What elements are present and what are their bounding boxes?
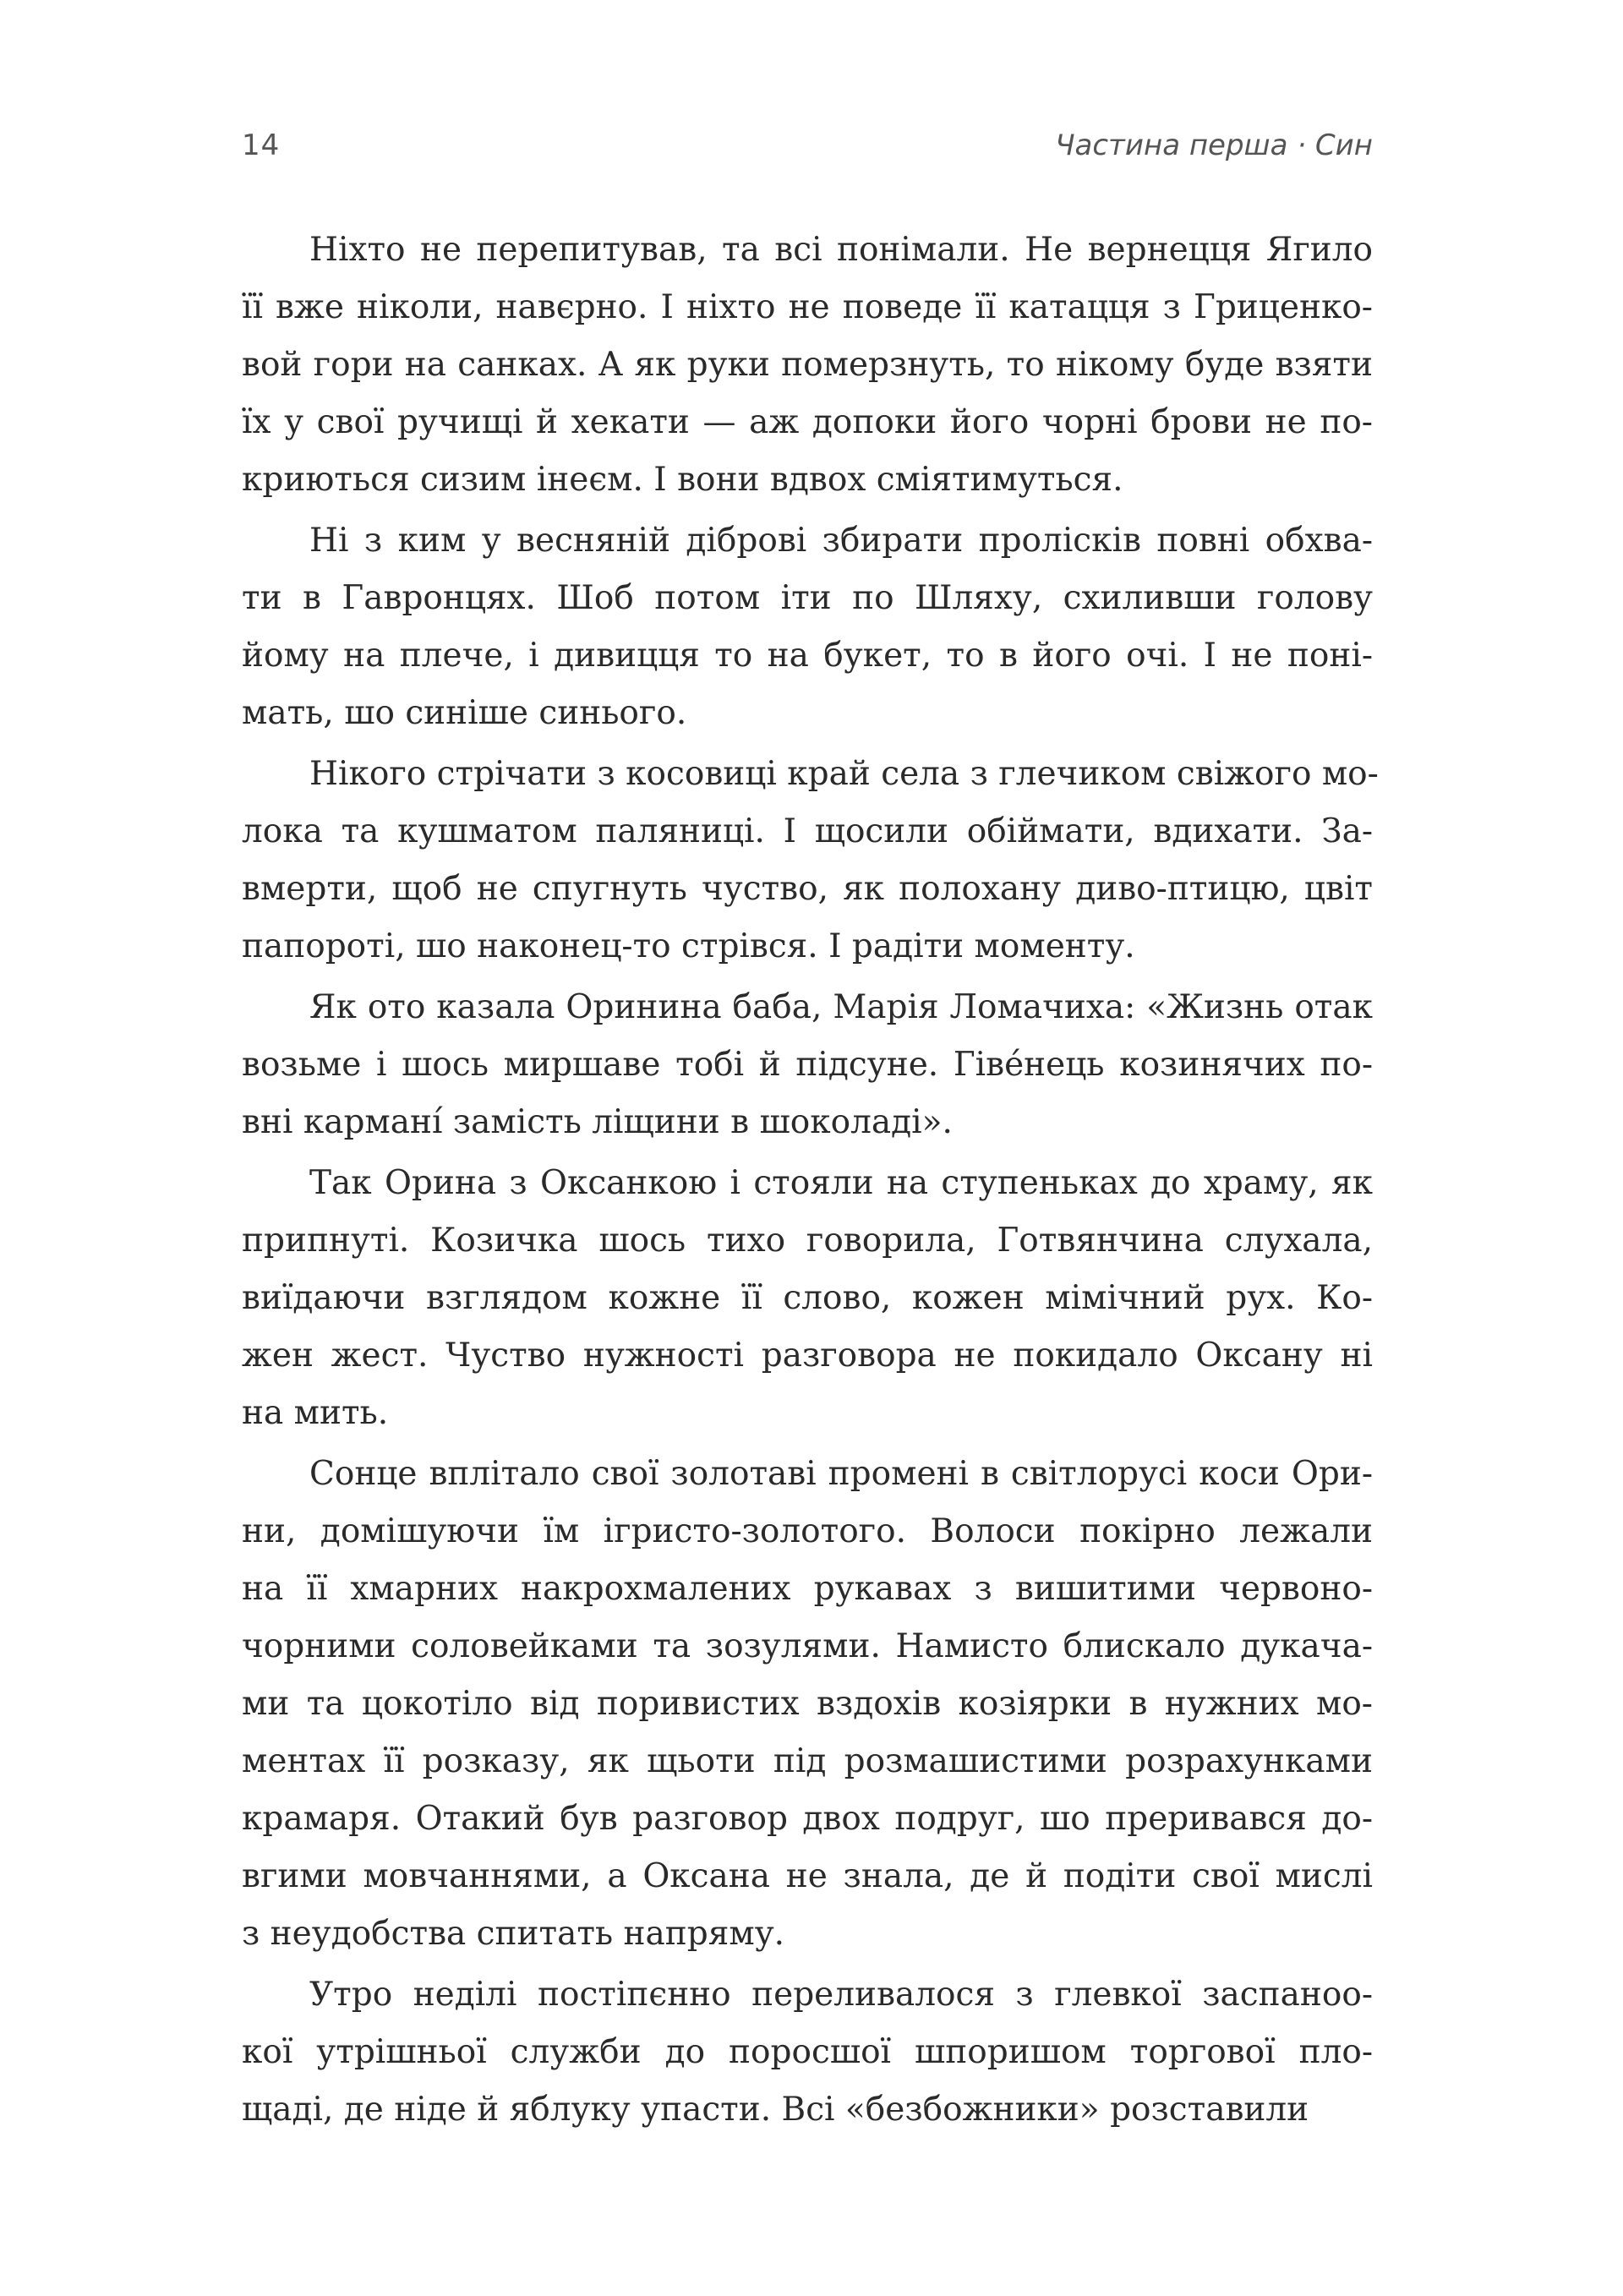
text-line: лока та кушматом паляниці. І щосили обіймати, вдихати. За- [242,812,1373,850]
paragraph [242,746,1379,976]
text-line: Нікого стрічати з косовиці край села з глечиком свіжого мо- [309,755,1379,793]
text-line: Ніхто не перепитував, та всі понімали. Не вернецця Ягило [309,231,1373,269]
text-line: папороті, шо наконец-то стрівся. І радіти моменту. [242,927,1135,965]
text-line: ни, домішуючи їм ігристо-золотого. Волоси покірно лежали [242,1512,1373,1550]
text-line: на мить. [242,1394,389,1432]
text-line: їх у свої ручищі й хекати — аж допоки його чорні брови не по- [242,403,1373,441]
text-line: вгими мовчаннями, а Оксана не знала, де й подіти свої мислі [242,1857,1373,1895]
text-line: ментах її розказу, як щьоти під розмашистими розрахунками [242,1742,1373,1780]
text-line: Сонце вплітало свої золотаві промені в світлорусі коси Ори- [309,1455,1373,1493]
text-line: виїдаючи взглядом кожне її слово, кожен мімічний рух. Ко- [242,1279,1373,1317]
text-line: Ні з ким у весняній діброві збирати пролісків повні обхва- [309,522,1373,560]
text-line: Утро неділі постіпєнно переливалося з глевкої заспаноо- [309,1976,1373,2014]
page-number: 14 [242,128,281,162]
text-line: кої утрішньої служби до поросшої шпоришом торгової пло- [242,2033,1373,2071]
paragraph [242,1966,1373,2139]
paragraph [242,979,1373,1151]
text-line: вой гори на санках. А як руки померзнуть, то нікому буде взяти [242,346,1373,384]
text-line: її вже ніколи, навєрно. І ніхто не поведе її катацця з Гриценко- [242,288,1373,326]
paragraph [242,512,1373,742]
text-line: чорними соловейками та зозулями. Намисто блискало дукача- [242,1627,1373,1665]
paragraph [242,1446,1373,1963]
text-line: з неудобства спитать напряму. [242,1915,785,1953]
running-head [242,128,1373,179]
text-line: ми та цокотіло від поривистих вздохів козіярки в нужних мо- [242,1685,1373,1723]
text-line: ти в Гавронцях. Шоб потом іти по Шляху, схиливши голову [242,579,1373,617]
text-line: йому на плече, і дивицця то на букет, то в його очі. І не поні- [242,637,1373,675]
text-line: припнуті. Козичка шось тихо говорила, Готвянчина слухала, [242,1222,1373,1260]
text-line: крамаря. Отакий був разговор двох подруг, шо преривався до- [242,1800,1373,1838]
text-line: щаді, де ніде й яблуку упасти. Всі «безбожники» розставили [242,2091,1309,2129]
text-line: жен жест. Чуство нужності разговора не покидало Оксану ні [242,1337,1373,1375]
text-line: на її хмарних накрохмалених рукавах з вишитими червоно- [242,1570,1373,1608]
paragraph [242,221,1373,509]
text-line: криються сизим інеєм. І вони вдвох сміятимуться. [242,461,1123,499]
body-text [242,221,1379,2142]
text-line: вні карманí замість ліщини в шоколаді». [242,1103,953,1141]
text-line: вмерти, щоб не спугнуть чуство, як полохану диво-птицю, цвіт [242,870,1373,908]
text-line: мать, шо синіше синього. [242,694,687,732]
text-line: Так Орина з Оксанкою і стояли на ступеньках до храму, як [309,1164,1373,1202]
text-line: Як ото казала Оринина баба, Марія Ломачиха: «Жизнь отак [309,988,1373,1026]
chapter-title: Частина перша · Син [1055,128,1373,162]
paragraph [242,1155,1373,1442]
text-line: возьме і шось миршаве тобі й підсуне. Гівéнець козинячих по- [242,1046,1373,1084]
